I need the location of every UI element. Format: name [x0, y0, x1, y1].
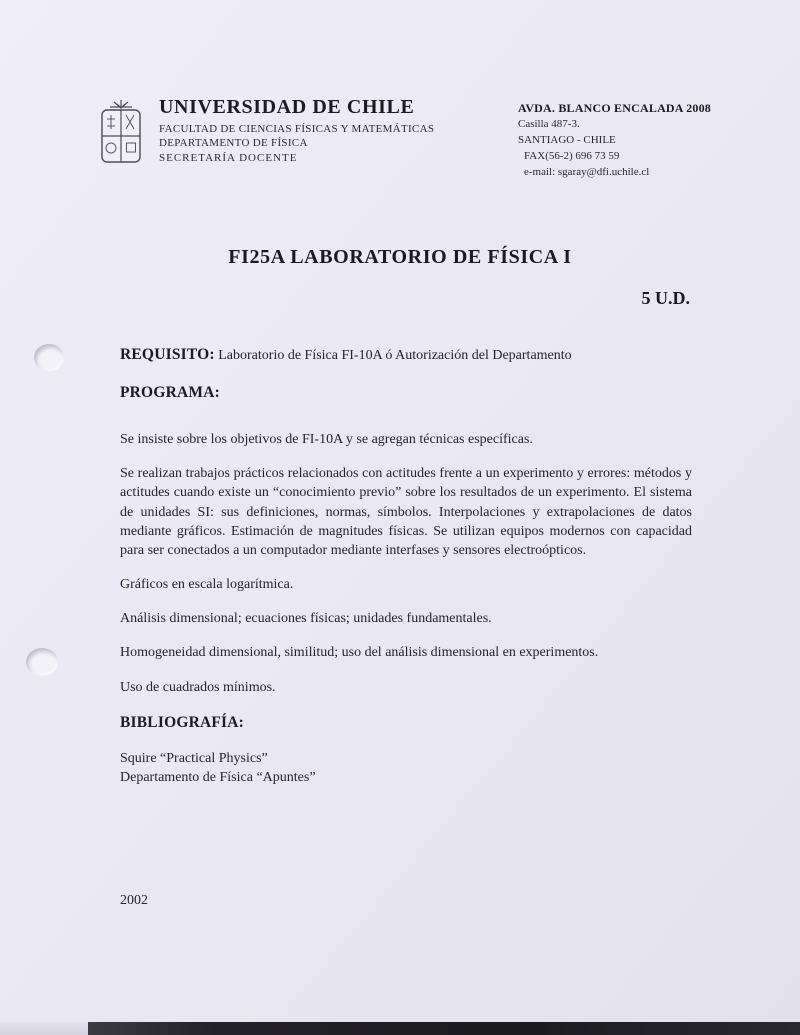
- course-credits: 5 U.D.: [641, 288, 690, 308]
- punch-hole-bottom: [26, 648, 58, 676]
- programa-label: PROGRAMA:: [120, 384, 220, 402]
- paragraph-objetivos: Se insiste sobre los objetivos de FI-10A y se agregan técnicas específicas.: [120, 431, 533, 447]
- institution-block: [149, 97, 518, 165]
- address-line: AVDA. BLANCO ENCALADA 2008: [518, 101, 711, 115]
- scan-edge-corner: [0, 1022, 88, 1035]
- requisito-text: Laboratorio de Física FI-10A ó Autorización del Departamento: [218, 348, 572, 363]
- punch-hole-top: [34, 344, 64, 371]
- office-name: SECRETARÍA DOCENTE: [159, 151, 298, 164]
- bibliography-item: Squire “Practical Physics”: [120, 751, 268, 767]
- paragraph-graficos: Gráficos en escala logarítmica.: [120, 576, 294, 592]
- requisito-label: REQUISITO:: [120, 346, 215, 363]
- email-line: e-mail: sgaray@dfi.uchile.cl: [524, 166, 650, 179]
- document-year: 2002: [120, 893, 148, 908]
- paragraph-homogeneidad: Homogeneidad dimensional, similitud; uso del análisis dimensional en experimentos.: [120, 645, 599, 661]
- paragraph-cuadrados-minimos: Uso de cuadrados mínimos.: [120, 679, 276, 695]
- crest-icon: [93, 99, 149, 169]
- document-body: [120, 344, 692, 787]
- requisito-line: [120, 344, 692, 365]
- university-name: UNIVERSIDAD DE CHILE: [159, 96, 415, 118]
- paragraph-analisis-dimensional: Análisis dimensional; ecuaciones físicas; unidades fundamentales.: [120, 610, 492, 626]
- faculty-name: FACULTAD DE CIENCIAS FÍSICAS Y MATEMÁTICAS: [159, 123, 435, 135]
- university-crest-logo: [93, 99, 149, 174]
- city-line: SANTIAGO - CHILE: [518, 134, 616, 147]
- bibliography-item: Departamento de Física “Apuntes”: [120, 769, 316, 785]
- contact-block: [518, 97, 740, 181]
- course-title: FI25A LABORATORIO DE FÍSICA I: [228, 246, 572, 268]
- bibliografia-label: BIBLIOGRAFÍA:: [120, 713, 245, 731]
- department-name: DEPARTAMENTO DE FÍSICA: [159, 137, 308, 150]
- letterhead: [93, 97, 740, 181]
- paragraph-trabajos-practicos: Se realizan trabajos prácticos relacionados con actitudes frente a un experimento y errores: métodos y actitudes cuando existe un “conocimiento previo” sobre los resultados de un experimento. El sistema de unidades SI: sus definiciones, normas, símbolos. Interpolaciones y extrapolaciones de datos mediante gráficos. Estimación de magnitudes físicas. Se utilizan equipos modernos con capacidad para ser conectados a un computador mediante interfases y sensores electroópticos.: [120, 466, 692, 559]
- scan-edge-bottom: [88, 1022, 800, 1035]
- fax-line: FAX(56-2) 696 73 59: [524, 150, 620, 163]
- po-box-line: Casilla 487-3.: [518, 118, 580, 131]
